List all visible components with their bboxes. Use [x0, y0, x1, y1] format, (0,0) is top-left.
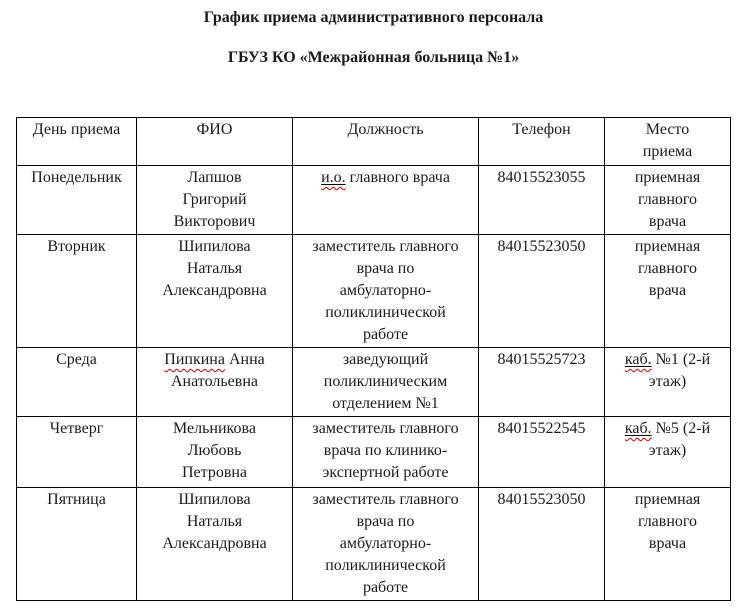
- cell-phone: [479, 417, 605, 488]
- text-segment: 84015523055: [497, 169, 586, 186]
- text-segment: главного: [637, 260, 698, 277]
- cell-day: [17, 235, 137, 348]
- text-segment: Викторович: [173, 213, 256, 230]
- cell-fio: [137, 348, 293, 417]
- text-segment: Наталья: [186, 260, 243, 277]
- cell-fio: [137, 417, 293, 488]
- text-segment: врача: [648, 535, 687, 552]
- text-segment: Среда: [56, 351, 97, 368]
- text-segment: Лапшов: [187, 169, 242, 186]
- text-segment: поликлиническим: [323, 373, 448, 390]
- text-segment: заместитель главного: [312, 420, 459, 437]
- text-segment: поликлинической: [325, 304, 446, 321]
- cell-position: [293, 348, 479, 417]
- text-segment: Григорий: [182, 191, 247, 208]
- cell-phone: [479, 235, 605, 348]
- text-segment: Шипилова: [178, 491, 251, 508]
- misspelled-word: [625, 351, 652, 368]
- text-segment: Мельникова: [173, 420, 256, 437]
- document-subtitle: ГБУЗ КО «Межрайонная больница №1»: [227, 49, 520, 66]
- cell-fio: [137, 488, 293, 601]
- text-segment: День приема: [32, 121, 121, 138]
- text-segment: Место: [645, 121, 690, 138]
- text-segment: амбулаторно-: [339, 535, 432, 552]
- text-segment: Александровна: [162, 535, 267, 552]
- table-row: [17, 235, 731, 348]
- text-segment: Шипилова: [178, 238, 251, 255]
- text-segment: главного: [637, 513, 698, 530]
- text-segment: врача по клинико-: [323, 442, 448, 459]
- cell-place: [605, 488, 731, 601]
- text-segment: Анатольевна: [171, 373, 258, 390]
- text-segment: Понедельник: [31, 169, 122, 186]
- text-segment: 84015525723: [497, 351, 586, 368]
- text-segment: врача: [648, 282, 687, 299]
- text-segment: врача: [648, 213, 687, 230]
- cell-day: [17, 166, 137, 235]
- text-segment: Петровна: [181, 464, 248, 481]
- text-segment: приемная: [634, 491, 701, 508]
- text-segment: Вторник: [47, 238, 106, 255]
- cell-phone: [479, 348, 605, 417]
- document-page: [0, 8, 747, 601]
- cell-fio: [137, 166, 293, 235]
- underlined-text: и.о.: [321, 169, 346, 186]
- text-segment: экспертной работе: [322, 464, 449, 481]
- text-segment: приемная: [634, 238, 701, 255]
- cell-position: [293, 417, 479, 488]
- text-segment: Четверг: [49, 420, 104, 437]
- table-row: [17, 348, 731, 417]
- underlined-text: каб.: [624, 420, 652, 437]
- column-header-day: [17, 118, 137, 166]
- text-segment: Пятница: [47, 491, 106, 508]
- text-segment: главного: [637, 191, 698, 208]
- cell-position: [293, 488, 479, 601]
- column-header-phone: [479, 118, 605, 166]
- cell-place: [605, 348, 731, 417]
- cell-position: [293, 166, 479, 235]
- text-segment: врача по: [356, 260, 415, 277]
- cell-day: [17, 488, 137, 601]
- table-row: [17, 417, 731, 488]
- cell-position: [293, 235, 479, 348]
- text-segment: №5 (2-й: [651, 420, 711, 437]
- cell-place: [605, 235, 731, 348]
- text-segment: этаж): [648, 442, 687, 459]
- text-segment: главного врача: [345, 169, 450, 186]
- text-segment: 84015522545: [497, 420, 586, 437]
- cell-place: [605, 417, 731, 488]
- text-segment: работе: [362, 326, 409, 343]
- table-row: [17, 488, 731, 601]
- cell-place: [605, 166, 731, 235]
- column-header-position: [293, 118, 479, 166]
- text-segment: этаж): [648, 373, 687, 390]
- text-segment: врача по: [356, 513, 415, 530]
- table-row: [17, 166, 731, 235]
- text-segment: Анна: [224, 351, 265, 368]
- text-segment: Должность: [347, 121, 424, 138]
- cell-phone: [479, 166, 605, 235]
- text-segment: Любовь: [187, 442, 242, 459]
- text-segment: отделением №1: [332, 395, 439, 412]
- column-header-place: [605, 118, 731, 166]
- text-segment: №1 (2-й: [651, 351, 711, 368]
- text-segment: заместитель главного: [312, 238, 459, 255]
- text-segment: Телефон: [512, 121, 571, 138]
- misspelled-word: [625, 420, 652, 437]
- underlined-text: каб.: [624, 351, 652, 368]
- column-header-fio: [137, 118, 293, 166]
- text-segment: Александровна: [162, 282, 267, 299]
- cell-phone: [479, 488, 605, 601]
- cell-day: [17, 348, 137, 417]
- text-segment: работе: [362, 579, 409, 596]
- text-segment: 84015523050: [497, 491, 586, 508]
- document-title: График приема административного персонала: [203, 9, 544, 26]
- text-segment: заместитель главного: [312, 491, 459, 508]
- schedule-table: [16, 117, 731, 601]
- misspelled-word: Пипкина: [164, 351, 225, 368]
- text-segment: ФИО: [196, 121, 233, 138]
- text-segment: приемная: [634, 169, 701, 186]
- text-segment: амбулаторно-: [339, 282, 432, 299]
- text-segment: приема: [642, 143, 693, 160]
- misspelled-word: [321, 169, 346, 186]
- cell-day: [17, 417, 137, 488]
- cell-fio: [137, 235, 293, 348]
- text-segment: поликлинической: [325, 557, 446, 574]
- text-segment: 84015523050: [497, 238, 586, 255]
- text-segment: заведующий: [342, 351, 429, 368]
- text-segment: Наталья: [186, 513, 243, 530]
- table-header-row: [17, 118, 731, 166]
